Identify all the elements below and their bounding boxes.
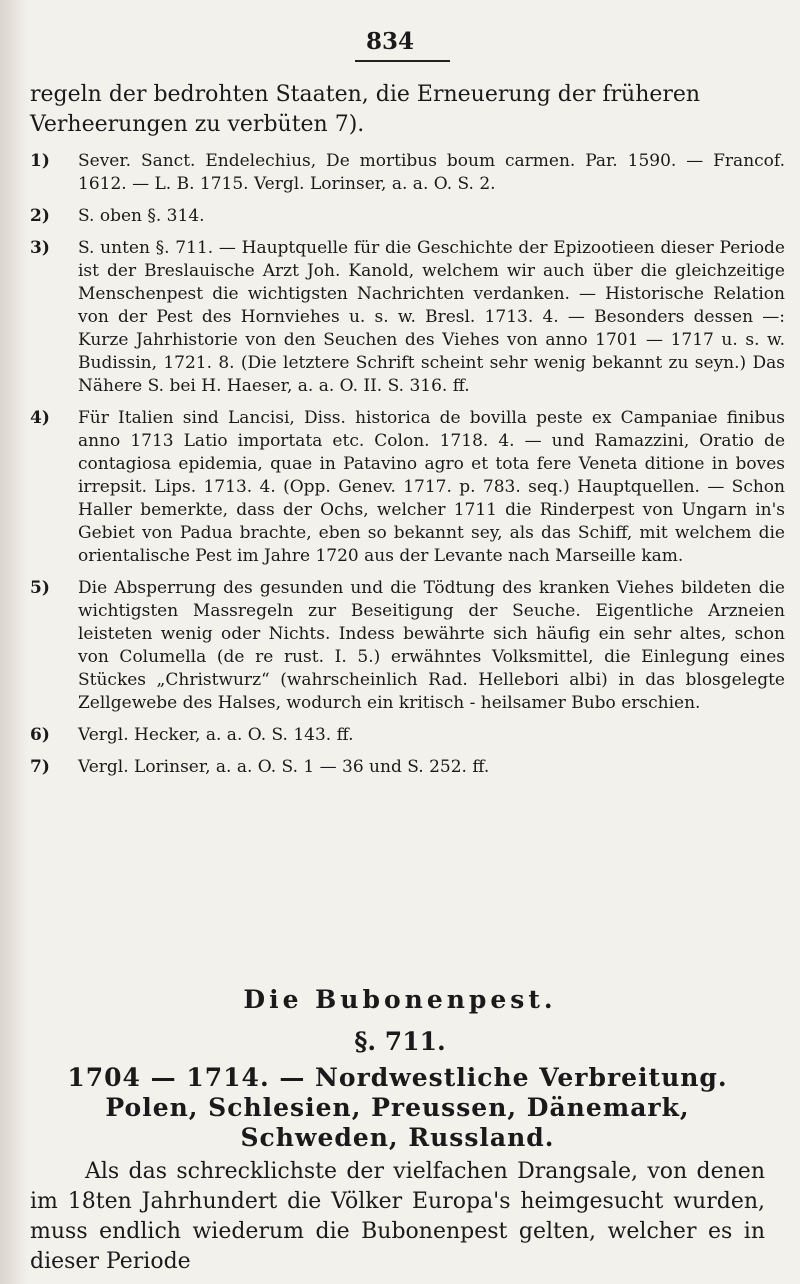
footnote-number: 2) [30,206,50,226]
footnote-number: 3) [30,238,50,258]
footnote-number: 4) [30,408,50,428]
footnote-text: Vergl. Lorinser, a. a. O. S. 1 — 36 und S. 252. ff. [78,757,490,777]
footnote-text: Sever. Sanct. Endelechius, De mortibus boum carmen. Par. 1590. — Francof. 1612. — L. B. 1715. Vergl. Lorinser, a. a. O. S. 2. [78,151,785,194]
footnote-number: 1) [30,151,50,171]
page-number-rule [355,60,450,62]
footnote [30,205,785,228]
footnote-text: Für Italien sind Lancisi, Diss. historica de bovilla peste ex Campaniae finibus anno 1713 Latio importata etc. Colon. 1718. 4. — und Ramazzini, Oratio de contagiosa epidemia, quae in Patavino agro et tota fere Veneta ditione in boves irrepsit. Lips. 1713. 4. (Opp. Genev. 1717. p. 783. seq.) Hauptquellen. — Schon Haller bemerkte, dass der Ochs, welcher 1711 die Rinderpest von Ungarn in's Gebiet von Padua brachte, eben so bekannt sey, als das Schiff, mit welchem die orientalische Pest im Jahre 1720 aus der Levante nach Marseille kam. [78,408,785,566]
footnote-number: 6) [30,725,50,745]
intro-text: regeln der bedrohten Staaten, die Erneuerung der früheren Verheerungen zu verbüten 7). [30,82,701,137]
footnote [30,407,785,568]
footnotes [30,150,785,788]
footnote-text: S. oben §. 314. [78,206,205,226]
footnote [30,577,785,715]
footnote [30,724,785,747]
footnote [30,237,785,398]
section-number: §. 711. [354,1027,446,1056]
page-edge-shadow [0,0,28,1284]
page-number: 834 [365,28,414,55]
footnote [30,150,785,196]
footnote-number: 7) [30,757,50,777]
section-heading: 1704 — 1714. — Nordwestliche Verbreitung. Polen, Schlesien, Preussen, Dänemark, Schweden, Russland. [67,1063,728,1152]
footnote-number: 5) [30,578,50,598]
footnote-text: S. unten §. 711. — Hauptquelle für die Geschichte der Epizootieen dieser Periode ist der Breslauische Arzt Joh. Kanold, welchem wir auch über die gleichzeitige Menschenpest die wichtigsten Nachrichten verdanken. — Historische Relation von der Pest des Hornviehes u. s. w. Bresl. 1713. 4. — Besonders dessen —: Kurze Jahrhistorie von den Seuchen des Viehes von anno 1701 — 1717 u. s. w. Budissin, 1721. 8. (Die letztere Schrift scheint sehr wenig bekannt zu seyn.) Das Nähere S. bei H. Haeser, a. a. O. II. S. 316. ff. [78,238,785,396]
footnote-text: Vergl. Hecker, a. a. O. S. 143. ff. [78,725,354,745]
section-title: Die Bubonenpest. [243,985,557,1014]
footnote-text: Die Absperrung des gesunden und die Tödtung des kranken Viehes bildeten die wichtigsten Massregeln zur Beseitigung der Seuche. Eigentliche Arzneien leisteten wenig oder Nichts. Indess bewährte sich häufig ein sehr altes, schon von Columella (de re rust. I. 5.) erwähntes Volksmittel, die Einlegung eines Stückes „Christwurz“ (wahrscheinlich Rad. Hellebori albi) in das blosgelegte Zellgewebe des Halses, wodurch ein kritisch - heilsamer Bubo erschien. [78,578,785,713]
body-paragraph: Als das schrecklichste der vielfachen Drangsale, von denen im 18ten Jahrhundert die Völker Europa's heimgesucht wurden, muss endlich wiederum die Bubonenpest gelten, welcher es in dieser Periode [30,1159,765,1274]
footnote [30,756,785,779]
